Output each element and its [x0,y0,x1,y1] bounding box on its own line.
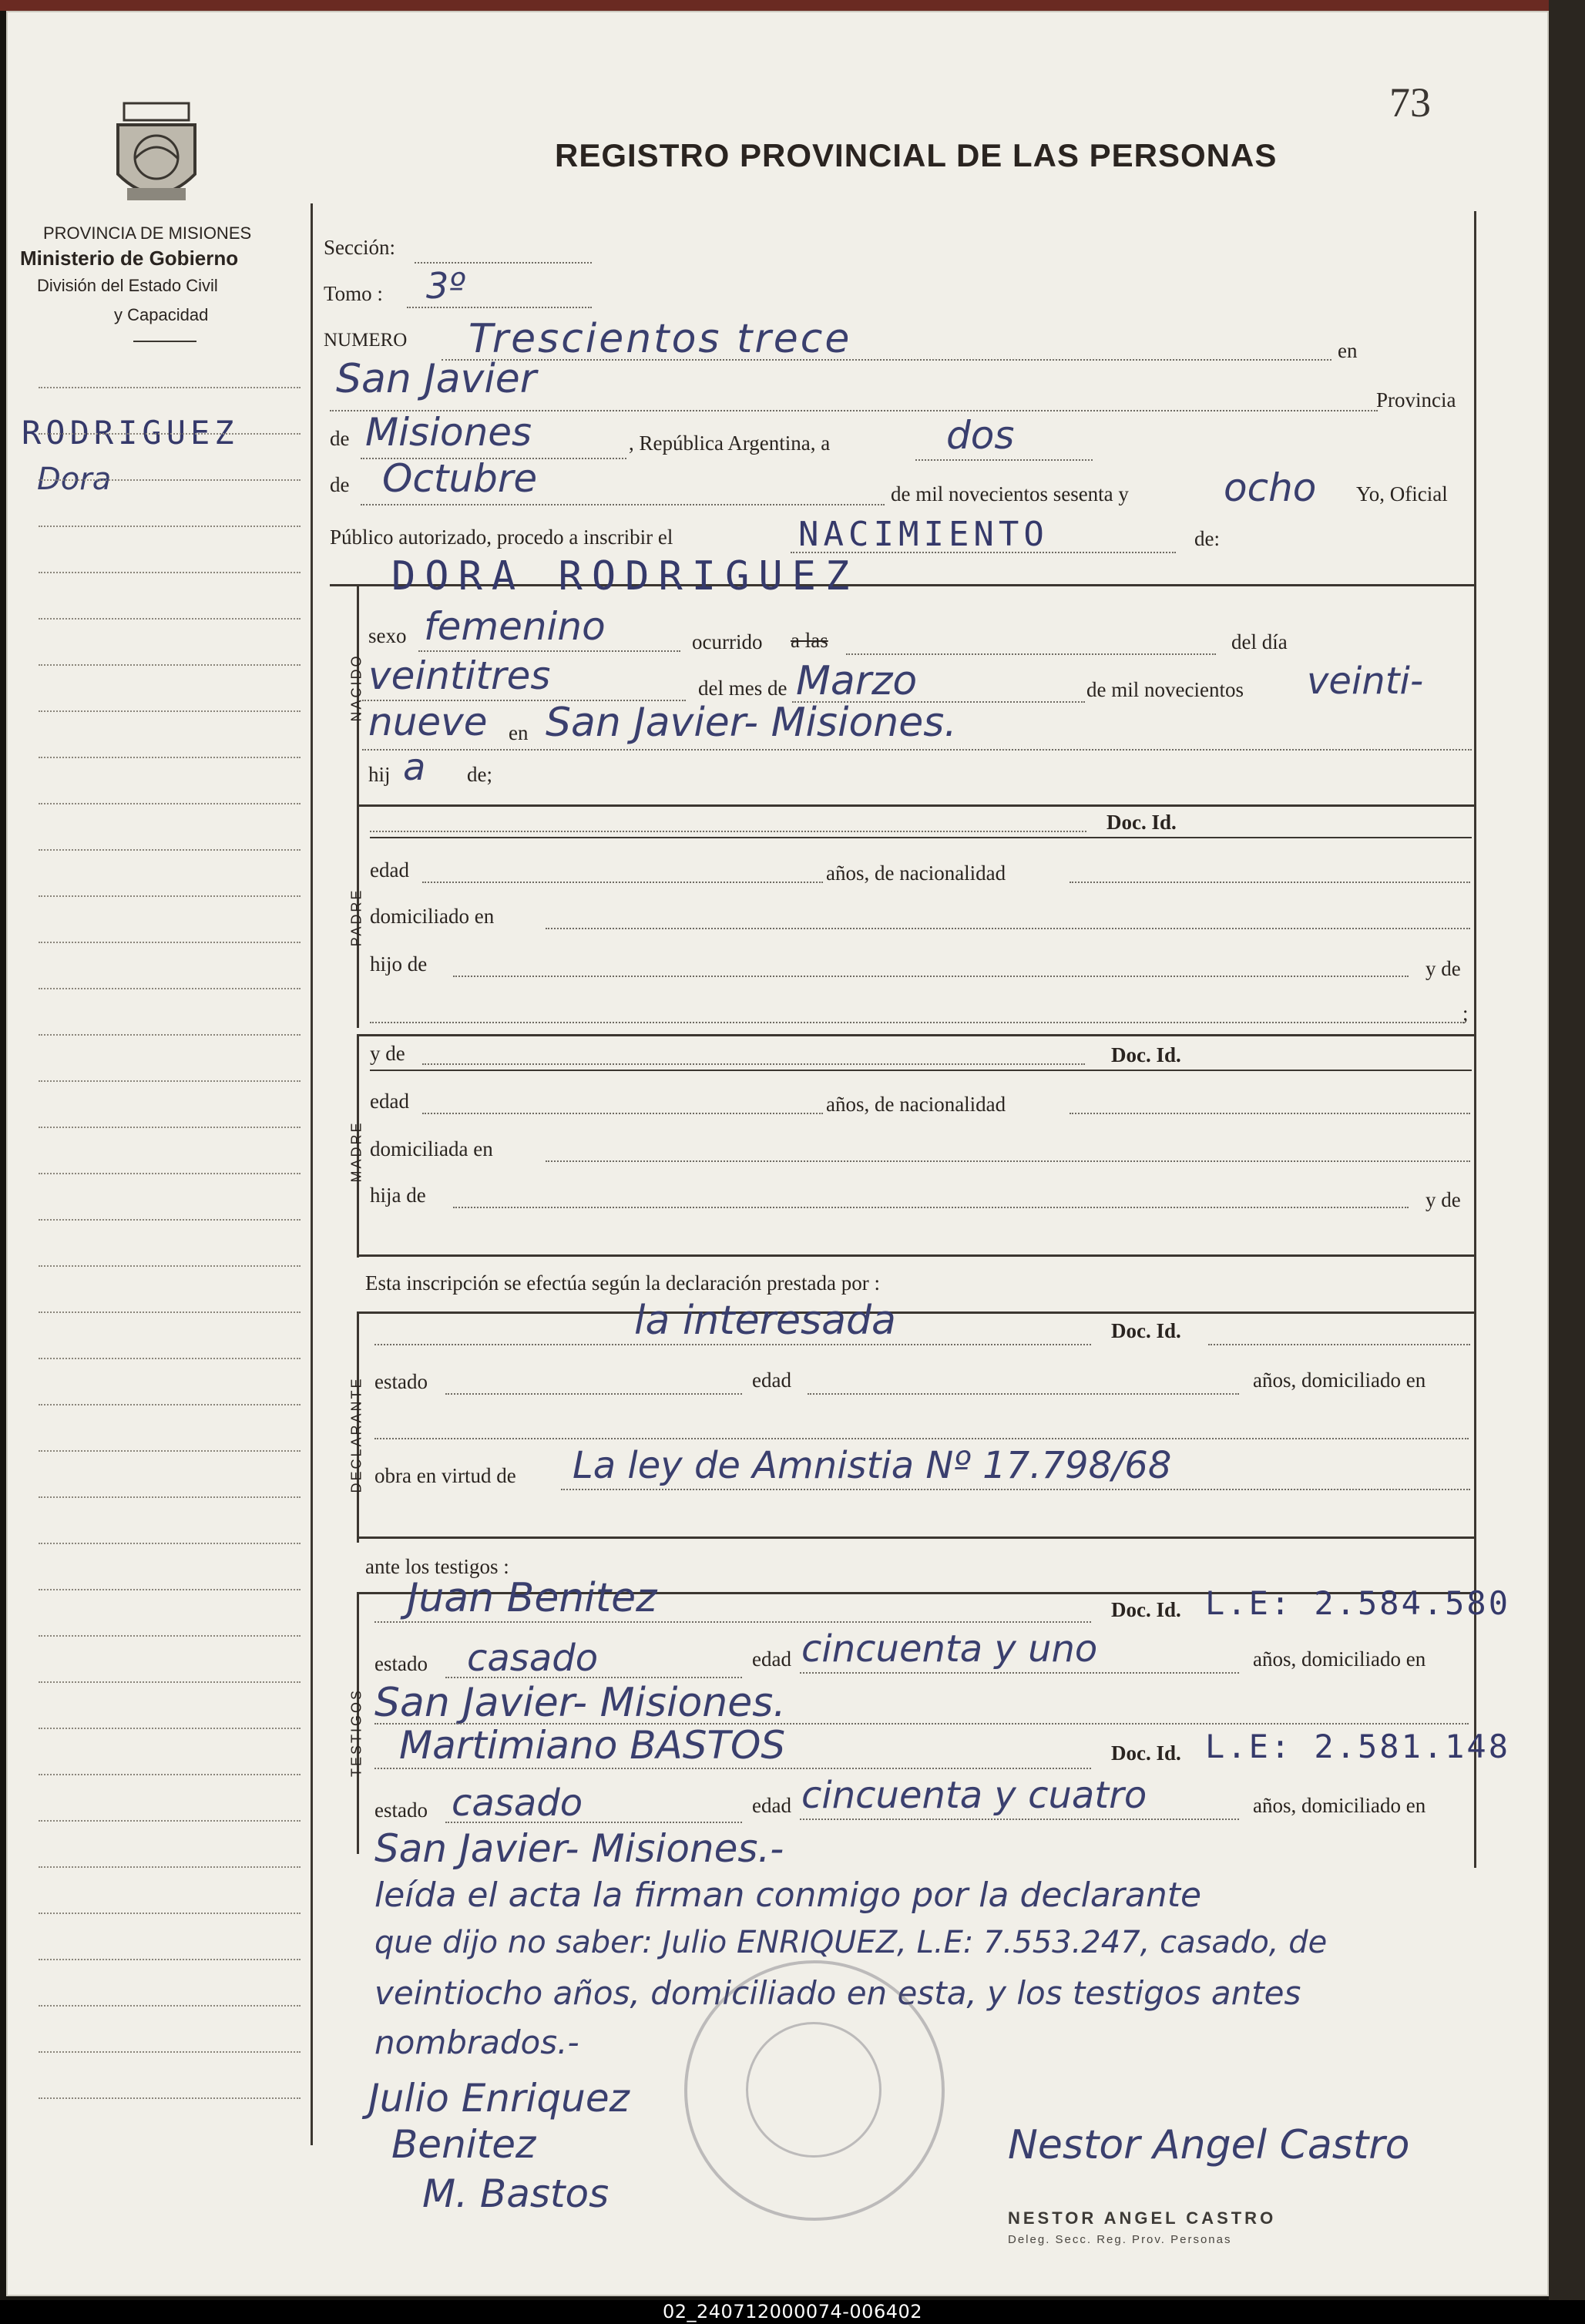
margin-rule [39,572,301,573]
margin-rule [39,1635,301,1637]
declarant-doc-label: Doc. Id. [1111,1319,1181,1342]
madre-y-de-label-2: y de [1425,1188,1461,1211]
witness1-name-line [374,1621,1091,1623]
madre-dom-line [546,1160,1470,1162]
witness2-edad: cincuenta y cuatro [801,1774,1147,1817]
signature-officer: Nestor Angel Castro [1008,2122,1410,2168]
margin-rule [39,1774,301,1775]
margin-rule [39,710,301,712]
madre-hija-label: hija de [370,1184,426,1207]
margin-rule [39,2051,301,2053]
witness1-edad-label: edad [752,1647,791,1671]
witness2-estado: casado [452,1782,583,1825]
numero-value: Trescientos trece [468,316,852,362]
witness2-name-line [374,1768,1091,1769]
divider [133,341,196,342]
witness1-dom-label: años, domiciliado en [1253,1647,1426,1671]
note-line-3: veintiocho años, domiciliado en esta, y los testigos antes [374,1974,1301,2012]
padre-dom-line [546,928,1470,929]
witness1-edad: cincuenta y uno [801,1627,1098,1671]
witness2-doc-label: Doc. Id. [1111,1741,1181,1765]
margin-rule [39,895,301,897]
declarant-edad-line [808,1393,1239,1395]
birth-year-value-1: veinti- [1307,660,1424,703]
margin-rule [39,942,301,943]
a-las-label: a las [791,629,828,652]
witness1-doc: L.E: 2.584.580 [1205,1584,1511,1622]
witness2-doc: L.E: 2.581.148 [1205,1728,1511,1765]
official-seal-inner [746,2022,881,2158]
margin-rule [39,433,301,435]
hij-suffix-value: a [403,746,426,789]
birth-place-line [362,749,1472,751]
nacido-bottom-line [357,804,1474,807]
margin-rule [39,803,301,804]
margin-rule [39,1311,301,1313]
del-dia-label: del día [1231,630,1288,653]
de-mil-label: de mil novecientos sesenta y [891,482,1129,505]
witness1-name: Juan Benitez [407,1575,657,1621]
law-line [561,1489,1470,1490]
madre-name-rule [370,1070,1472,1071]
province-value: Misiones [365,410,532,455]
margin-rule [39,1959,301,1960]
book-edge [1549,0,1585,2300]
margin-rule [39,479,301,481]
margin-rule [39,1219,301,1221]
tomo-line [407,307,592,308]
padre-edad-line [422,882,823,883]
madre-name-line [422,1063,1085,1065]
ministry-label: Ministerio de Gobierno [20,247,239,270]
ante-label: ante los testigos : [365,1555,509,1578]
margin-rule [39,1543,301,1544]
margin-rule [39,1496,301,1498]
margin-rule [39,618,301,620]
person-name: DORA RODRIGUEZ [391,553,859,599]
yo-oficial-label: Yo, Oficial [1356,482,1448,505]
witness2-edad-line [800,1819,1239,1820]
margin-rule [39,849,301,851]
margin-rule [39,1913,301,1914]
declarante-label: DECLARANTE [348,1376,364,1493]
capacity-label: y Capacidad [114,305,209,324]
padre-hijo-line [453,976,1409,977]
provincia-label: Provincia [1376,388,1456,411]
de-colon-label: de: [1194,527,1220,550]
declarante-top-line [357,1311,1474,1314]
signature-enriquez: Julio Enriquez [368,2076,630,2121]
birth-place-value: San Javier- Misiones. [546,700,957,746]
declarant-dom-line [374,1438,1469,1439]
birth-day-value: veintitres [368,653,551,698]
madre-nac-label: años, de nacionalidad [826,1093,1006,1116]
certificate-page [6,11,1549,2296]
padre-name-line [370,831,1086,832]
margin-surname: RODRIGUEZ [22,414,239,452]
padre-nac-line [1070,882,1470,883]
obra-label: obra en virtud de [374,1464,516,1487]
padre-name-rule [370,837,1472,838]
madre-bottom-line [357,1254,1474,1257]
madre-dom-label: domiciliada en [370,1137,493,1160]
margin-rule [39,1265,301,1267]
del-mes-label: del mes de [698,677,787,700]
margin-rule [39,1080,301,1082]
padre-extra-line [370,1022,1464,1023]
margin-rule [39,1358,301,1359]
province-label: PROVINCIA DE MISIONES [43,223,252,243]
sexo-line [418,650,680,652]
margin-rule [39,988,301,989]
madre-doc-label: Doc. Id. [1111,1043,1181,1066]
time-line [846,653,1216,655]
padre-label: PADRE [348,888,364,947]
document-title: REGISTRO PROVINCIAL DE LAS PERSONAS [555,137,1278,173]
seccion-label: Sección: [324,236,395,259]
inscripcion-label: Esta inscripción se efectúa según la declaración prestada por : [365,1271,880,1295]
signature-benitez: Benitez [391,2122,536,2167]
padre-edad-label: edad [370,858,409,882]
witness2-name: Martimiano BASTOS [399,1723,786,1768]
en-label-2: en [509,721,529,744]
margin-rule [39,1589,301,1590]
signature-bastos: M. Bastos [422,2171,609,2216]
seccion-line [415,262,592,264]
margin-rule [39,2097,301,2099]
note-line-2: que dijo no saber: Julio ENRIQUEZ, L.E: 7.553.247, casado, de [374,1925,1328,1960]
margin-rule [39,1173,301,1174]
margin-rule [39,1866,301,1868]
margin-rule [39,1034,301,1036]
declarant-doc-line [1208,1344,1470,1345]
publico-label: Público autorizado, procedo a inscribir el [330,526,673,549]
declarant-line [374,1344,1091,1345]
birth-year-value-2: nueve [368,700,488,744]
madre-hija-line [453,1207,1409,1208]
margin-rule [39,664,301,666]
tomo-value: 3º [426,265,465,307]
margin-rule [39,1404,301,1405]
declarante-bottom-line [357,1536,1474,1539]
declarant-estado-label: estado [374,1370,428,1393]
declarant-dom-label: años, domiciliado en [1253,1369,1426,1392]
ocurrido-label: ocurrido [692,630,763,653]
de-mil-nov-label: de mil novecientos [1086,678,1244,701]
witness2-estado-line [445,1822,742,1823]
margin-rule [39,1681,301,1683]
madre-nac-line [1070,1113,1470,1114]
declarant-estado-line [445,1393,742,1395]
image-id-footer: 02_240712000074-006402 [0,2300,1585,2324]
madre-label: MADRE [348,1120,364,1183]
sexo-value: femenino [424,604,606,649]
division-label: División del Estado Civil [37,276,218,295]
sexo-label: sexo [368,624,407,647]
nacido-label: NACIDO [348,653,364,722]
declarant-edad-label: edad [752,1369,791,1392]
hij-label: hij [368,763,391,786]
book-binding-top [0,0,1585,11]
witness2-edad-label: edad [752,1794,791,1817]
witness2-estado-label: estado [374,1798,428,1822]
frame-line-left [311,203,313,2145]
numero-line [442,359,1331,361]
note-line-1: leída el acta la firman conmigo por la declarante [374,1876,1202,1915]
month-value: Octubre [382,456,538,501]
margin-rule [39,387,301,388]
witness1-doc-label: Doc. Id. [1111,1598,1181,1621]
margin-rule [39,1820,301,1822]
act-value: NACIMIENTO [798,515,1049,554]
witness2-dom-label: años, domiciliado en [1253,1794,1426,1817]
numero-label: NUMERO [324,330,408,351]
witness1-dom: San Javier- Misiones. [374,1680,786,1726]
witness1-estado: casado [467,1637,599,1680]
testigos-label: TESTIGOS [348,1688,364,1778]
margin-rule [39,757,301,758]
witness1-edad-line [800,1672,1239,1674]
padre-semicolon: ; [1462,1002,1469,1025]
margin-given-name: Dora [37,462,112,497]
declarant-value: la interesada [634,1298,896,1344]
republica-label: , República Argentina, a [629,432,831,455]
year-value: ocho [1224,465,1317,510]
de-semicolon-label: de; [467,763,492,786]
tomo-label: Tomo : [324,282,383,305]
padre-nac-label: años, de nacionalidad [826,861,1006,885]
witness1-estado-line [445,1677,742,1678]
padre-doc-label: Doc. Id. [1106,811,1177,834]
day-value: dos [946,413,1015,458]
coat-of-arms-icon [110,97,203,217]
padre-hijo-label: hijo de [370,952,428,976]
madre-edad-line [422,1113,823,1114]
padre-dom-label: domiciliado en [370,905,495,928]
law-value: La ley de Amnistia Nº 17.798/68 [573,1444,1172,1487]
madre-y-de-label: y de [370,1042,405,1065]
margin-rule [39,2005,301,2007]
birth-month-value: Marzo [796,658,918,704]
margin-rule [39,1127,301,1128]
padre-y-de-label: y de [1425,957,1461,980]
margin-rule [39,1728,301,1729]
witness1-estado-label: estado [374,1652,428,1675]
en-label: en [1338,339,1358,362]
de-label: de [330,427,350,450]
witness2-dom: San Javier- Misiones.- [374,1826,784,1871]
page-number: 73 [1389,79,1431,126]
officer-title: Deleg. Secc. Reg. Prov. Personas [1008,2233,1232,2246]
note-line-4: nombrados.- [374,2023,579,2061]
margin-rule [39,1450,301,1452]
month-line [361,504,885,505]
madre-edad-label: edad [370,1090,409,1113]
place-value: San Javier [336,356,537,402]
officer-name: NESTOR ANGEL CASTRO [1008,2208,1277,2228]
padre-bottom-line [357,1034,1474,1036]
day-line [915,459,1093,461]
de-label-2: de [330,473,350,496]
margin-rule [39,526,301,527]
